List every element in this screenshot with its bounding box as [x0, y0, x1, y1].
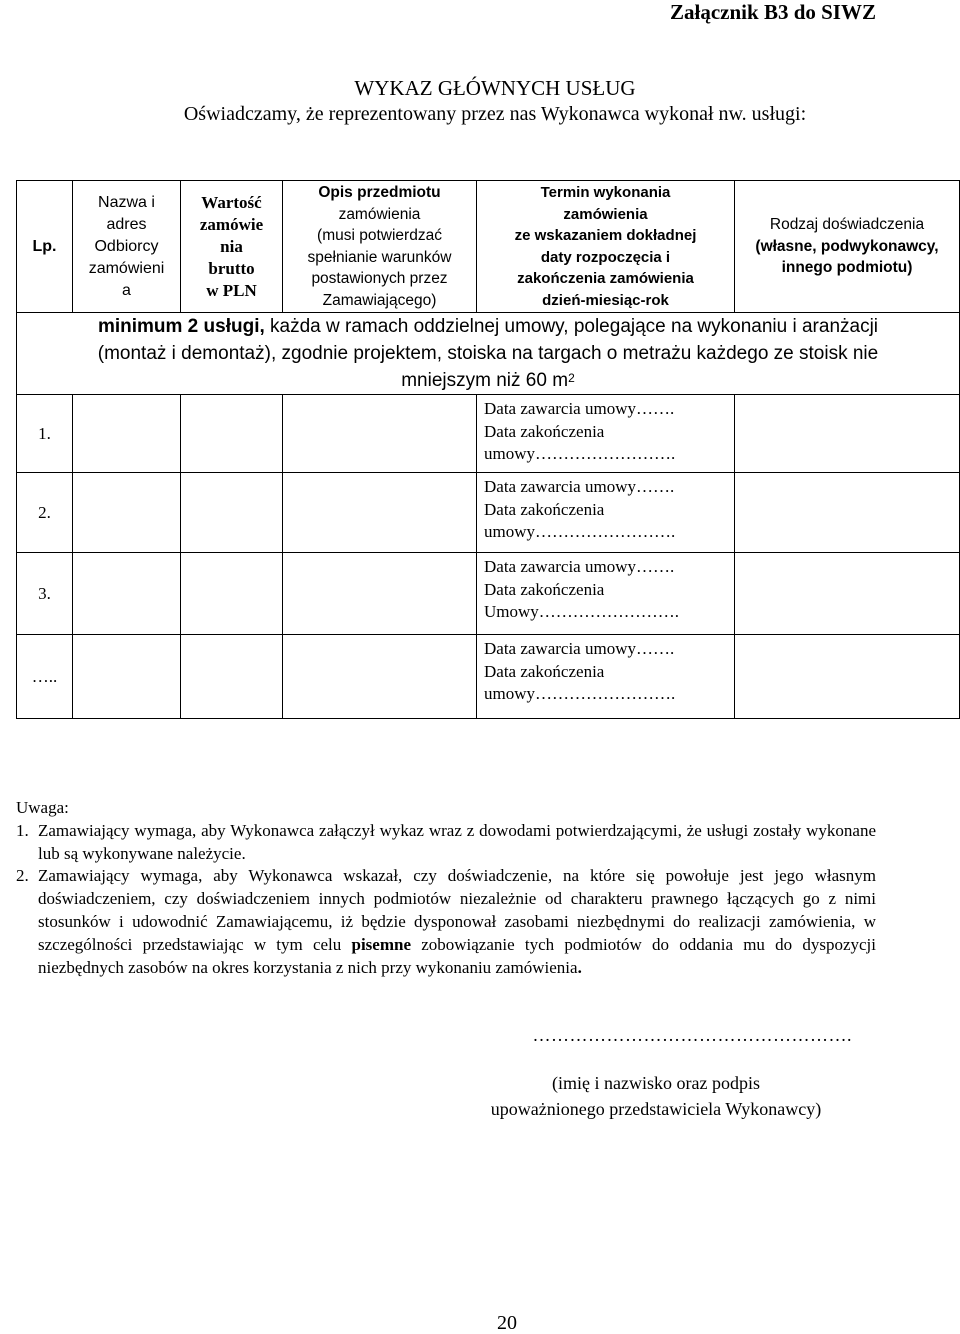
table-row [17, 553, 960, 635]
client-cell[interactable] [73, 553, 181, 635]
table-row [17, 635, 960, 719]
description-cell[interactable] [283, 553, 477, 635]
description-cell[interactable] [283, 473, 477, 553]
annex-label: Załącznik B3 do SIWZ [670, 0, 876, 24]
header-client: Nazwa i adres Odbiorcy zamówieni a [73, 181, 181, 313]
experience-cell[interactable] [735, 553, 960, 635]
header-lp: Lp. [17, 181, 73, 313]
experience-cell[interactable] [735, 473, 960, 553]
description-cell[interactable] [283, 395, 477, 473]
header-value: Wartość zamówie nia brutto w PLN [181, 181, 283, 313]
signature-caption-1: (imię i nazwisko oraz podpis [552, 1073, 760, 1093]
term-cell[interactable]: Data zawarcia umowy……. Data zakończenia umowy……………………. [477, 635, 735, 719]
document-title: WYKAZ GŁÓWNYCH USŁUG [354, 76, 636, 100]
note-item: 2. Zamawiający wymaga, aby Wykonawca wskazał, czy doświadczenie, na które się powołuje jest jego własnym doświadczeniem, czy doświadczeniem innych podmiotów niezależnie od charakteru prawnego łączących go z nimi stosunków i udowodnić Zamawiającemu, iż będzie dysponował zasobami niezbędnymi do realizacji zamówienia, w szczególności przedstawiając w tym celu pisemne zobowiązanie tych podmiotów do oddania mu do dyspozycji niezbędnych zasobów na okres korzystania z nich przy wykonaniu zamówienia. [16, 866, 877, 977]
page-number: 20 [497, 1312, 517, 1334]
notes-label: Uwaga: [16, 798, 69, 817]
experience-cell[interactable] [735, 395, 960, 473]
services-table [16, 180, 960, 719]
term-cell[interactable]: Data zawarcia umowy……. Data zakończenia Umowy……………………. [477, 553, 735, 635]
signature-caption-2: upoważnionego przedstawiciela Wykonawcy) [490, 1099, 822, 1119]
value-cell[interactable] [181, 635, 283, 719]
header-term: Termin wykonania zamówienia ze wskazaniem dokładnej daty rozpoczęcia i zakończenia zamówienia dzień-miesiąc-rok [477, 181, 735, 313]
table-row [17, 395, 960, 473]
document-subtitle: Oświadczamy, że reprezentowany przez nas Wykonawca wykonał nw. usługi: [183, 103, 807, 125]
client-cell[interactable] [73, 473, 181, 553]
table-header-row [17, 181, 960, 313]
client-cell[interactable] [73, 635, 181, 719]
table-row [17, 473, 960, 553]
requirement-text: minimum 2 usługi, każda w ramach oddzielnej umowy, polegające na wykonaniu i aranżacji (montaż i demontaż), zgodnie projektem, stoiska na targach o metrażu każdego ze stoisk nie mniejszym niż 60 $m^2$ [17, 313, 960, 395]
header-description: Opis przedmiotu zamówienia (musi potwierdzać spełnianie warunków postawionych przez Zamawiającego) [283, 181, 477, 313]
signature-block [460, 1022, 852, 1122]
notes-section [16, 797, 876, 979]
signature-line: ……………………………………………. [532, 1025, 852, 1045]
header-experience: Rodzaj doświadczenia (własne, podwykonawcy, innego podmiotu) [735, 181, 960, 313]
requirement-row [17, 313, 960, 395]
note-item: 1. Zamawiający wymaga, aby Wykonawca załączył wykaz wraz z dowodami potwierdzającymi, że usługi zostały wykonane lub są wykonywane należycie. [16, 820, 876, 863]
description-cell[interactable] [283, 635, 477, 719]
row-number: 3. [17, 553, 73, 635]
row-number: 2. [17, 473, 73, 553]
value-cell[interactable] [181, 395, 283, 473]
client-cell[interactable] [73, 395, 181, 473]
term-cell[interactable]: Data zawarcia umowy……. Data zakończenia umowy……………………. [477, 473, 735, 553]
term-cell[interactable]: Data zawarcia umowy……. Data zakończenia umowy……………………. [477, 395, 735, 473]
value-cell[interactable] [181, 553, 283, 635]
row-number: ….. [17, 635, 73, 719]
value-cell[interactable] [181, 473, 283, 553]
row-number: 1. [17, 395, 73, 473]
experience-cell[interactable] [735, 635, 960, 719]
